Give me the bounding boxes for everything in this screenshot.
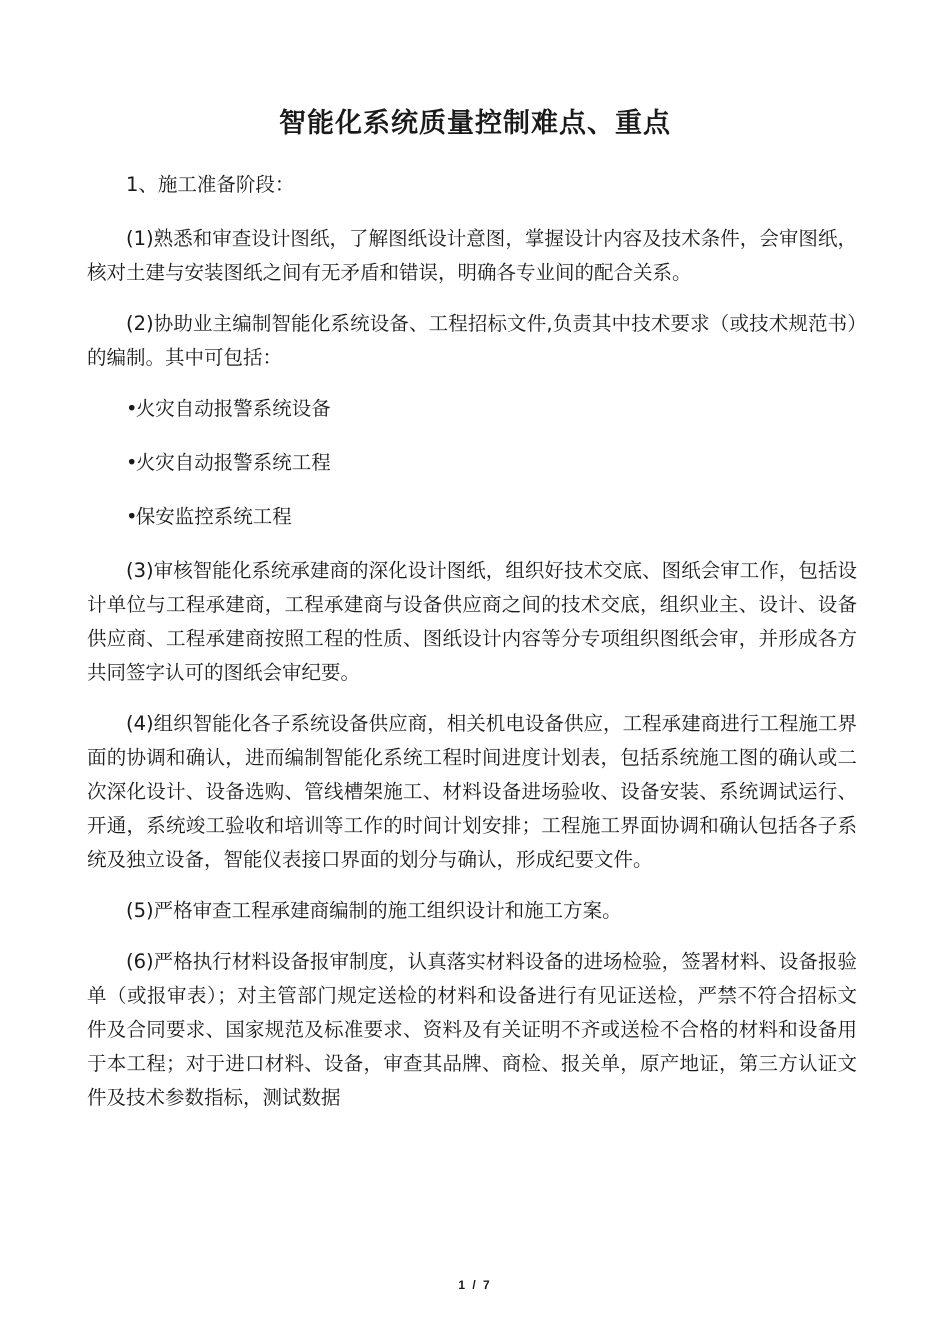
bullet-text: 火灾自动报警系统设备 [135, 397, 331, 420]
bullet-icon: • [126, 451, 138, 474]
bullet-text: 火灾自动报警系统工程 [135, 451, 331, 474]
paragraph-5: (5)严格审查工程承建商编制的施工组织设计和施工方案。 [126, 899, 622, 922]
paragraph-2: (2)协助业主编制智能化系统设备、工程招标文件,负责其中技术要求（或技术规范书）的编制。其中可包括： [87, 312, 857, 369]
paragraph-6: (6)严格执行材料设备报审制度，认真落实材料设备的进场检验，签署材料、设备报验单（或报审表）；对主管部门规定送检的材料和设备进行有见证送检，严禁不符合招标文件及合同要求、国家规范及标准要求、资料及有关证明不齐或送检不合格的材料和设备用于本工程；对于进口材料、设备，审查其品牌、商检、报关单，原产地证，第三方认证文件及技术参数指标，测试数据 [87, 950, 857, 1109]
bullet-item [87, 392, 857, 426]
bullet-item [87, 446, 857, 480]
bullet-item [87, 500, 857, 534]
section-heading: 1、施工准备阶段： [126, 173, 295, 196]
paragraph-4: (4)组织智能化各子系统设备供应商，相关机电设备供应，工程承建商进行工程施工界面的协调和确认，进而编制智能化系统工程时间进度计划表，包括系统施工图的确认或二次深化设计、设备选购、管线槽架施工、材料设备进场验收、设备安装、系统调试运行、开通，系统竣工验收和培训等工作的时间计划安排；工程施工界面协调和确认包括各子系统及独立设备，智能仪表接口界面的划分与确认，形成纪要文件。 [87, 712, 857, 871]
bullet-icon: • [126, 397, 138, 420]
bullet-icon: • [126, 505, 138, 528]
paragraph-3: (3)审核智能化系统承建商的深化设计图纸，组织好技术交底、图纸会审工作，包括设计单位与工程承建商，工程承建商与设备供应商之间的技术交底，组织业主、设计、设备供应商、工程承建商按照工程的性质、图纸设计内容等分专项组织图纸会审，并形成各方共同签字认可的图纸会审纪要。 [87, 559, 857, 684]
page-number: 1 / 7 [458, 1278, 492, 1292]
document-body [87, 168, 857, 1132]
paragraph-1: (1)熟悉和审查设计图纸，了解图纸设计意图，掌握设计内容及技术条件，会审图纸，核对土建与安装图纸之间有无矛盾和错误，明确各专业间的配合关系。 [87, 227, 857, 284]
bullet-text: 保安监控系统工程 [135, 505, 292, 528]
document-title: 智能化系统质量控制难点、重点 [279, 108, 671, 139]
